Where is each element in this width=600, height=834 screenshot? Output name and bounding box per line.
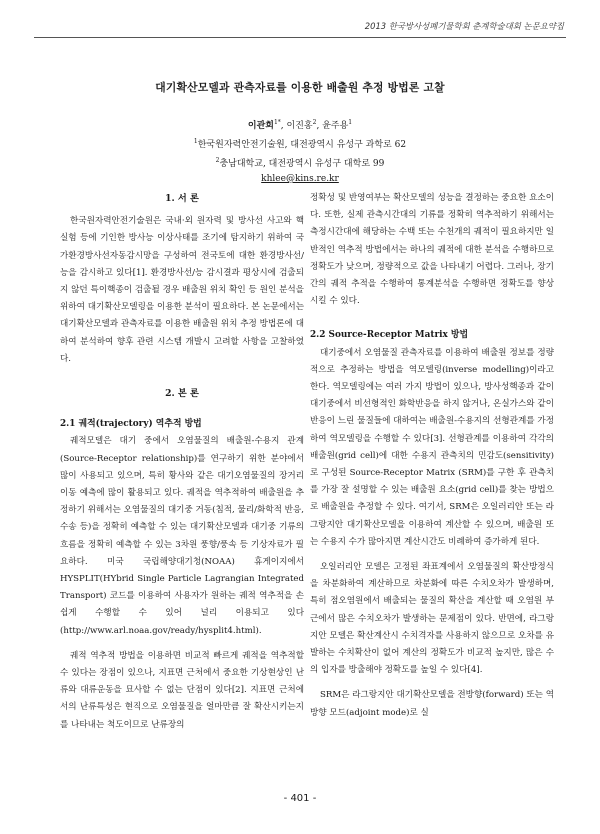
subsection-2-2-paragraph-2: 오일러리안 모델은 고정된 좌표계에서 오염물질의 확산방정식을 차분화하여 계산하므로 차분화에 따른 수치오차가 발생하며, 특히 점오염원에서 배출되는 물질의 확산을 계산할 때 오염원 부근에서 많은 수치오차가 발생하는 문제점이 있다. 반면에, 라그랑지안 모델은 확산계산시 수치격자를 사용하지 않으므로 오차를 유발하는 수치확산이 없어 계산의 정확도가 비교적 높지만, 많은 수의 입자를 방출해야 정확도를 높일 수 있다[4].: [310, 562, 554, 676]
author-line: 이관희$^{1*}$, 이진홍$^2$, 윤주용$^1$: [247, 119, 353, 131]
subsection-2-2-paragraph-3: SRM은 라그랑지안 대기확산모델을 전방향(forward) 또는 역방향 모드(adjoint mode)로 실: [310, 690, 554, 718]
affil-2-sup: 2: [215, 157, 220, 164]
author-3: 윤주용: [322, 121, 349, 131]
section-1-paragraph: 한국원자력안전기술원은 국내·외 원자력 및 방사선 사고와 핵실험 등에 기인한 방사능 이상사태를 조기에 탐지하기 위하여 국가환경방사선자동감시망을 구성하여 전국토에 대한 환경방사선/능을 감시하고 있다[1]. 환경방사선/능 감시결과 평상시에 검출되지 않던 특이핵종이 검출될 경우 배출원 위치 확인 등 원인 분석을 위하여 대기확산모델링을 이용한 분석이 필요하다. 본 논문에서는 대기확산모델과 관측자료를 이용한 배출원 위치 추정 방법론에 대하여 분석하여 향후 관련 시스템 개발시 고려할 사항을 고찰하였다.: [60, 216, 304, 364]
author-1: 이관희: [247, 121, 274, 131]
author-1-sup: 1*: [273, 119, 281, 126]
header-rule: [34, 37, 566, 38]
affil-2-text: 충남대학교, 대전광역시 유성구 대학로 99: [219, 159, 385, 169]
subsection-2-2-paragraph-1: 대기중에서 오염물질 관측자료를 이용하여 배출원 정보를 정량적으로 추정하는 방법을 역모델링(inverse modelling)이라고 한다. 역모델링에는 여러 가지 방법이 있으나, 방사성핵종과 같이 대기중에서 비선형적인 화학반응을 하지 않거나, 온실가스와 같이 반응이 느린 물질들에 대하여는 배출원-수용지의 선형관계를 가정하여 역모델링을 수행할 수 있다[3]. 선형관계를 이용하여 각각의 배출원(grid cell)에 대한 수용지 관측치의 민감도(sensitivity)로 구성된 Source-Receptor Matrix (SRM)를 구한 후 관측치를 가장 잘 설명할 수 있는 배출원 요소(grid cell)를 찾는 방법으로 배출원을 추정할 수 있다. 여기서, SRM은 오일러리안 또는 라그랑지안 대기확산모델을 이용하여 계산할 수 있으며, 배출원 또는 수용지 수가 많아지면 계산시간도 비례하여 증가하게 된다.: [310, 347, 554, 547]
subsection-2-1-paragraph-2: 궤적 역추적 방법을 이용하면 비교적 빠르게 궤적을 역추적할 수 있다는 장점이 있으나, 지표면 근처에서 중요한 기상현상인 난류와 대류운동을 묘사할 수 없는 단점이 있다[2]. 지표면 근처에서의 난류특성은 현직으로 오염물질을 얼마만큼 잘 확산시키는지를 나타내는 척도이므로 난류장의: [60, 650, 304, 730]
continued-paragraph: 정확성 및 반영여부는 확산모델의 성능을 결정하는 중요한 요소이다. 또한, 실제 관측시간대의 기류를 정확히 역추적하기 위해서는 측정시간대에 해당하는 수백 또는 수천개의 궤적이 필요하지만 일반적인 역추적 방법에서는 하나의 궤적에 대한 분석을 수행하므로 정확도가 낮으며, 정량적으로 값을 나타내기 어렵다. 그러나, 장기간의 궤적 추적을 수행하여 통계분석을 수행하면 정확도를 향상 시킬 수 있다.: [310, 193, 554, 307]
left-column: [60, 190, 304, 734]
affil-1-text: 한국원자력안전기술원, 대전광역시 유성구 과학로 62: [197, 140, 407, 150]
right-column: [310, 190, 554, 722]
subsection-2-1-paragraph-1: 궤적모델은 대기 중에서 오염물질의 배출원-수용지 관계(Source-Receptor relationship)를 연구하기 위한 분야에서 많이 사용되고 있으며, 특히 황사와 같은 대기오염물질의 장거리이동 예측에 많이 활용되고 있다. 궤적을 역추적하여 배출원을 추정하기 위해서는 오염물질의 대기중 거동(침적, 물리/화학적 반응, 수송 등)을 정확히 예측할 수 있는 대기확산모델과 대기중 기류의 흐름을 정확히 예측할 수 있는 3차원 풍향/풍속 등 기상자료가 필요하다. 미국 국립해양대기청(NOAA) 휴게이지에서 HYSPLIT(HYbrid Single Particle Lagrangian Integrated Transport) 코드를 이용하여 사용자가 원하는 궤적 역추적을 손쉽게 수행할 수 있어 널리 이용되고 있다(http://www.arl.noaa.gov/ready/hysplit4.html).: [60, 436, 304, 636]
author-3-sup: 1: [348, 119, 353, 126]
affil-1-sup: 1: [193, 138, 198, 145]
email-text: khlee@kins.re.kr: [261, 174, 339, 184]
paper-title: 대기확산모델과 관측자료를 이용한 배출원 추정 방법론 고찰: [155, 81, 445, 94]
running-header: 2013 한국방사성폐기물학회 춘계학술대회 논문요약집: [364, 21, 564, 31]
author-email: [0, 172, 600, 187]
page-number: - 401 -: [283, 793, 317, 804]
section-2-heading: 2. 본 론: [165, 388, 199, 400]
subsection-2-2-heading: 2.2 Source-Receptor Matrix 방법: [310, 330, 469, 341]
author-2: 이진홍: [286, 121, 313, 131]
author-2-sup: 2: [312, 119, 317, 126]
affiliation-2: [0, 153, 600, 172]
affiliation-1: [0, 134, 600, 153]
authors-block: [0, 115, 600, 187]
subsection-2-1-heading: 2.1 궤적(trajectory) 역추적 방법: [60, 419, 202, 430]
section-1-heading: 1. 서 론: [165, 193, 199, 204]
